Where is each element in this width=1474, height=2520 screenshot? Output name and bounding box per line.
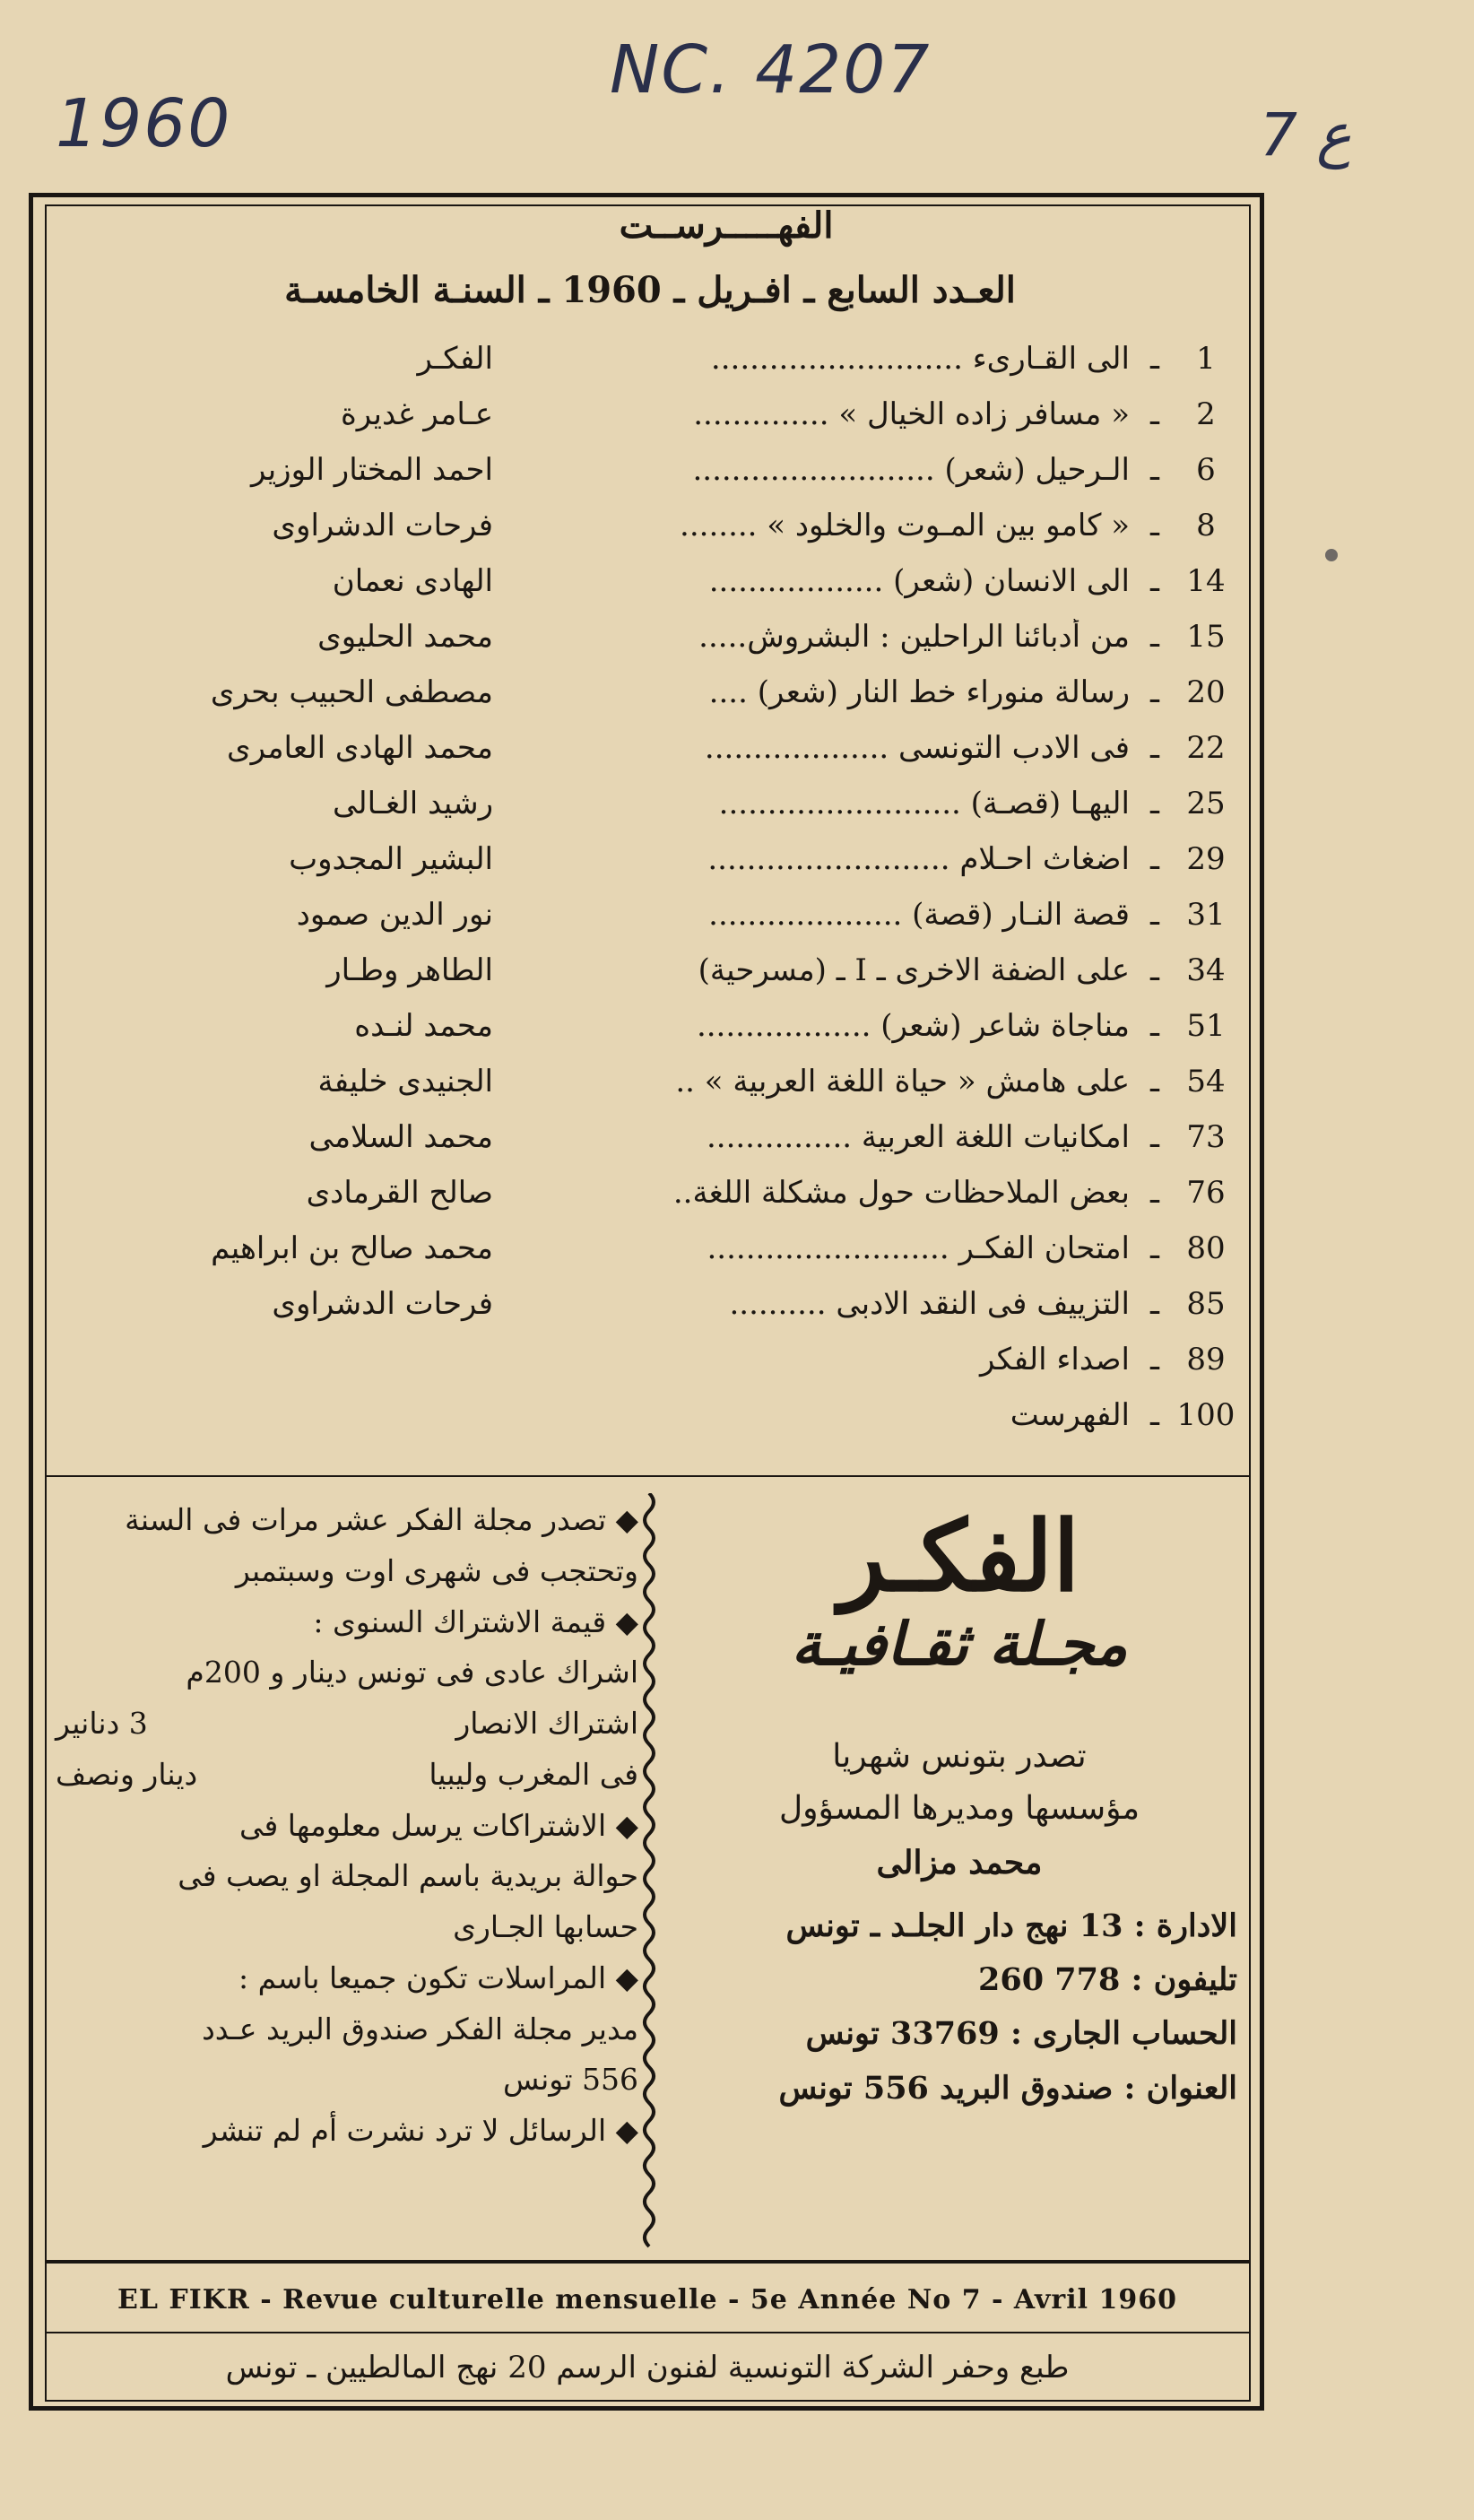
toc-title: بعض الملاحظات حول مشكلة اللغة.. xyxy=(672,1175,1130,1211)
magazine-subtitle: مجـلة ثقـافيـة xyxy=(791,1609,1128,1680)
toc-author: البشير المجدوب xyxy=(289,841,493,877)
toc-page: 2 xyxy=(1196,396,1216,432)
toc-page: 34 xyxy=(1186,952,1226,988)
publication-frequency: تصدر بتونس شهريا xyxy=(832,1737,1087,1775)
paper-speck xyxy=(1325,549,1338,561)
handwritten-year: 1960 xyxy=(56,85,232,162)
toc-page: 29 xyxy=(1186,841,1226,877)
toc-page: 73 xyxy=(1186,1119,1226,1155)
toc-author: فرحات الدشراوى xyxy=(272,508,493,543)
toc-page: 20 xyxy=(1186,674,1226,710)
toc-author: عـامر غديرة xyxy=(340,396,493,432)
printer-line: طبع وحفر الشركة التونسية لفنون الرسم 20 نهج المالطيين ـ تونس xyxy=(225,2350,1070,2385)
toc-title: « كامو بين المـوت والخلود » ........ xyxy=(680,508,1130,543)
toc-dash: ـ xyxy=(1150,1175,1159,1211)
toc-dash: ـ xyxy=(1150,1342,1159,1377)
toc-entry xyxy=(72,834,1237,890)
toc-dash: ـ xyxy=(1150,1230,1159,1266)
section-divider xyxy=(45,2332,1251,2333)
toc-dash: ـ xyxy=(1150,1286,1159,1322)
toc-title: على الضفة الاخرى ـ I ـ (مسرحية) xyxy=(698,952,1130,988)
toc-page: 25 xyxy=(1186,786,1226,821)
toc-author: فرحات الدشراوى xyxy=(272,1286,493,1322)
rate-value: دينار ونصف xyxy=(56,1756,198,1792)
toc-page: 14 xyxy=(1186,563,1226,599)
toc-title: الى الانسان (شعر) .................. xyxy=(708,563,1130,599)
toc-page: 76 xyxy=(1186,1175,1226,1211)
toc-entry xyxy=(72,556,1237,612)
address-line: الادارة : 13 نهج دار الجلـد ـ تونس xyxy=(785,1907,1237,1944)
toc-title: مناجاة شاعر (شعر) .................. xyxy=(696,1008,1130,1044)
toc-author: صالح القرمادى xyxy=(306,1175,493,1211)
toc-dash: ـ xyxy=(1150,1064,1159,1099)
subscription-line: 556 تونس xyxy=(503,2062,638,2098)
section-divider xyxy=(45,1475,1251,1477)
toc-entry xyxy=(72,612,1237,667)
subscription-line: حوالة بريدية باسم المجلة او يصب فى xyxy=(178,1858,638,1894)
toc-dash: ـ xyxy=(1150,452,1159,488)
toc-dash: ـ xyxy=(1150,1397,1159,1433)
toc-entry xyxy=(72,945,1237,1001)
toc-page: 15 xyxy=(1186,619,1226,655)
masthead xyxy=(681,1500,1237,2116)
subscription-line: ◆ الاشتراكات يرسل معلومها فى xyxy=(239,1807,638,1843)
toc-entry xyxy=(72,1390,1237,1446)
subscription-line: حسابها الجـارى xyxy=(453,1909,638,1944)
toc-dash: ـ xyxy=(1150,341,1159,377)
toc-entry xyxy=(72,445,1237,500)
subscription-line: ◆ تصدر مجلة الفكر عشر مرات فى السنة xyxy=(125,1502,638,1537)
toc-title: رسالة منوراء خط النار (شعر) .... xyxy=(708,674,1130,710)
address-line: تليفون : 778 260 xyxy=(978,1961,1237,1999)
handwritten-catalog-number: NC. 4207 xyxy=(610,31,932,109)
toc-title: الـرحيل (شعر) ......................... xyxy=(692,452,1130,488)
toc-dash: ـ xyxy=(1150,730,1159,766)
toc-entry xyxy=(72,1223,1237,1279)
toc-page: 22 xyxy=(1186,730,1226,766)
toc-entry xyxy=(72,1056,1237,1112)
toc-dash: ـ xyxy=(1150,674,1159,710)
address-line: العنوان : صندوق البريد 556 تونس xyxy=(778,2069,1237,2107)
subscription-line: ◆ قيمة الاشتراك السنوى : xyxy=(313,1603,638,1639)
toc-author: محمد لنـده xyxy=(354,1008,493,1044)
toc-title: من أدبائنا الراحلين : البشروش..... xyxy=(698,619,1130,655)
toc-page: 31 xyxy=(1186,897,1226,933)
address-line: الحساب الجارى : 33769 تونس xyxy=(805,2015,1237,2053)
toc-page: 8 xyxy=(1196,508,1216,543)
toc-author: الجنيدى خليفة xyxy=(317,1064,493,1099)
toc-entry xyxy=(72,1279,1237,1334)
subscription-line: ◆ الرسائل لا ترد نشرت أم لم تنشر xyxy=(203,2113,638,2148)
toc-author: مصطفى الحبيب بحرى xyxy=(210,674,493,710)
toc-entry xyxy=(72,667,1237,723)
toc-dash: ـ xyxy=(1150,1119,1159,1155)
toc-author: الطاهر وطـار xyxy=(326,952,493,988)
toc-title: الفهرست xyxy=(1010,1397,1130,1433)
subscription-line: وتحتجب فى شهرى اوت وسبتمبر xyxy=(235,1552,638,1588)
wavy-separator xyxy=(638,1493,660,2255)
toc-entry xyxy=(72,334,1237,389)
toc-entry xyxy=(72,1112,1237,1168)
toc-page: 54 xyxy=(1186,1064,1226,1099)
toc-dash: ـ xyxy=(1150,952,1159,988)
toc-entry xyxy=(72,723,1237,778)
founder-name: محمد مزالى xyxy=(876,1844,1043,1882)
toc-entry xyxy=(72,890,1237,945)
toc-title: « مسافر زاده الخيال » .............. xyxy=(693,396,1130,432)
toc-dash: ـ xyxy=(1150,786,1159,821)
toc-page: 51 xyxy=(1186,1008,1226,1044)
toc-dash: ـ xyxy=(1150,897,1159,933)
toc-author: محمد صالح بن ابراهيم xyxy=(211,1230,493,1266)
toc-author: محمد الهادى العامرى xyxy=(226,730,493,766)
toc-entry xyxy=(72,1168,1237,1223)
toc-dash: ـ xyxy=(1150,396,1159,432)
toc-author: محمد السلامى xyxy=(308,1119,493,1155)
address-block xyxy=(646,1899,1237,2116)
founder-label: مؤسسها ومديرها المسؤول xyxy=(778,1789,1140,1827)
subscription-line: مدير مجلة الفكر صندوق البريد عـدد xyxy=(202,2011,638,2046)
toc-title: اليهـا (قصـة) ......................... xyxy=(718,786,1130,821)
handwritten-corner-mark: 7 ع xyxy=(1260,100,1352,169)
toc-author: رشيد الغـالى xyxy=(332,786,493,821)
toc-entry xyxy=(72,500,1237,556)
toc-author: احمد المختار الوزير xyxy=(250,452,493,488)
section-divider xyxy=(45,2260,1251,2264)
rate-label: فى المغرب وليبيا xyxy=(429,1756,638,1792)
toc-title: فى الادب التونسى ................... xyxy=(704,730,1130,766)
toc-title: الى القـارىء .......................... xyxy=(710,341,1130,377)
contents-list xyxy=(72,334,1237,1446)
subscription-line: اشراك عادى فى تونس دينار و 200م xyxy=(186,1655,638,1690)
rate-label: اشتراك الانصار xyxy=(455,1706,638,1741)
toc-page: 85 xyxy=(1186,1286,1226,1322)
toc-entry xyxy=(72,778,1237,834)
toc-author: محمد الحليوى xyxy=(317,619,493,655)
toc-dash: ـ xyxy=(1150,508,1159,543)
toc-title: اصداء الفكر xyxy=(980,1342,1130,1377)
toc-author: الفكـر xyxy=(417,341,493,377)
toc-title: قصة النـار (قصة) .................... xyxy=(708,897,1130,933)
toc-dash: ـ xyxy=(1150,841,1159,877)
toc-title: امكانيات اللغة العربية ............... xyxy=(706,1119,1130,1155)
toc-author: نور الدين صمود xyxy=(296,897,493,933)
issue-line: العـدد السابع ـ افـريل ـ 1960 ـ السنـة الخامسـة xyxy=(284,269,1016,311)
contents-title: الفهـــــرســت xyxy=(619,204,834,247)
rate-row xyxy=(56,1750,638,1801)
magazine-logo: الفكـر xyxy=(838,1500,1080,1613)
toc-page: 89 xyxy=(1186,1342,1226,1377)
toc-title: التزييف فى النقد الادبى .......... xyxy=(729,1286,1130,1322)
toc-page: 80 xyxy=(1186,1230,1226,1266)
toc-title: على هامش « حياة اللغة العربية » .. xyxy=(675,1064,1130,1099)
french-imprint: EL FIKR - Revue culturelle mensuelle - 5e Année No 7 - Avril 1960 xyxy=(117,2284,1177,2316)
toc-dash: ـ xyxy=(1150,563,1159,599)
toc-title: اضغاث احـلام ......................... xyxy=(707,841,1130,877)
toc-dash: ـ xyxy=(1150,619,1159,655)
toc-page: 1 xyxy=(1196,341,1216,377)
toc-entry xyxy=(72,1001,1237,1056)
toc-page: 6 xyxy=(1196,452,1216,488)
toc-page: 100 xyxy=(1176,1397,1236,1433)
subscription-line: ◆ المراسلات تكون جميعا باسم : xyxy=(238,1960,638,1995)
toc-dash: ـ xyxy=(1150,1008,1159,1044)
toc-title: امتحان الفكـر ......................... xyxy=(707,1230,1130,1266)
subscription-info xyxy=(56,1495,638,2157)
toc-entry xyxy=(72,389,1237,445)
toc-entry xyxy=(72,1334,1237,1390)
rate-value: 3 دنانير xyxy=(56,1706,148,1741)
toc-author: الهادى نعمان xyxy=(332,563,493,599)
rate-row xyxy=(56,1699,638,1750)
